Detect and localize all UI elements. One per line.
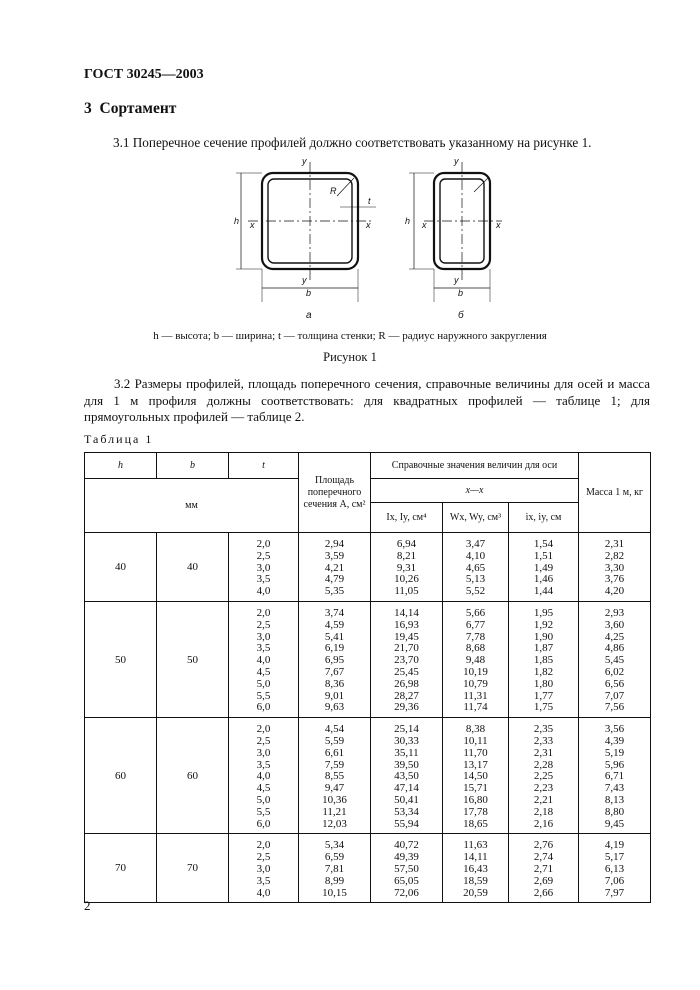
paragraph-3-2-text: 3.2 Размеры профилей, площадь поперечного сечения, справочные величины для осей и масса для 1 м профиля должны соответствовать: для квадратных профилей — таблице 1; для прямоугольных профилей — таблице 2.: [84, 376, 650, 424]
value-t: 4,5: [256, 782, 271, 795]
cell-W-values: [443, 533, 509, 602]
value-A: 7,81: [324, 862, 345, 875]
value-m: 3,56: [604, 723, 625, 736]
value-W: 9,48: [465, 654, 486, 667]
value-t: 2,0: [256, 538, 271, 550]
value-m: 4,39: [604, 734, 625, 747]
cell-W-values: [443, 601, 509, 717]
cell-A-values: [299, 718, 371, 834]
header-modulus: Wx, Wy, см³: [443, 503, 509, 533]
cell-m-values: [579, 834, 651, 903]
value-A: 8,55: [324, 770, 345, 783]
value-t: 2,5: [256, 734, 271, 747]
value-t: 3,5: [256, 573, 271, 586]
value-m: 4,19: [604, 839, 625, 852]
value-I: 26,98: [394, 677, 419, 690]
value-I: 10,26: [394, 573, 419, 586]
fig-a-sublabel: а: [306, 310, 312, 321]
page-number: 2: [84, 898, 91, 913]
cell-t-values: [229, 601, 299, 717]
value-I: 11,05: [394, 585, 419, 598]
value-i: 2,69: [533, 874, 554, 887]
cell-i-values: [509, 834, 579, 903]
value-A: 2,94: [324, 538, 345, 550]
value-W: 11,70: [463, 746, 488, 759]
value-m: 8,13: [604, 793, 625, 806]
fig-b-sublabel: б: [458, 310, 464, 321]
value-t: 3,0: [256, 862, 271, 875]
cell-t-values: [229, 533, 299, 602]
value-W: 3,47: [465, 538, 486, 550]
cell-t-values: [229, 834, 299, 903]
value-W: 11,31: [463, 689, 488, 702]
value-i: 2,71: [533, 862, 554, 875]
value-I: 40,72: [394, 839, 419, 852]
value-W: 6,77: [465, 618, 486, 631]
value-t: 3,0: [256, 746, 271, 759]
value-t: 2,5: [256, 618, 271, 631]
value-t: 5,0: [256, 677, 271, 690]
value-W: 8,68: [465, 642, 486, 655]
value-i: 2,16: [533, 817, 554, 830]
table-row: [85, 718, 651, 834]
document-header: ГОСТ 30245—2003: [84, 67, 204, 82]
header-b: b: [157, 453, 229, 479]
value-I: 28,27: [394, 689, 419, 702]
value-I: 25,14: [394, 723, 419, 736]
value-W: 5,66: [465, 606, 486, 619]
value-t: 5,5: [256, 689, 271, 702]
value-W: 10,11: [463, 734, 488, 747]
value-i: 1,92: [533, 618, 554, 631]
value-W: 18,59: [463, 874, 488, 887]
cell-I-values: [371, 718, 443, 834]
value-m: 2,31: [604, 538, 625, 550]
value-i: 2,23: [533, 782, 554, 795]
value-W: 10,19: [463, 665, 488, 678]
value-t: 6,0: [256, 701, 271, 714]
value-i: 2,76: [533, 839, 554, 852]
value-m: 3,60: [604, 618, 625, 631]
value-i: 1,44: [533, 585, 554, 598]
value-W: 20,59: [463, 886, 488, 899]
value-I: 65,05: [394, 874, 419, 887]
value-t: 2,0: [256, 839, 271, 852]
value-t: 4,0: [256, 585, 271, 598]
value-i: 1,75: [533, 701, 554, 714]
fig-a-b: b: [306, 288, 312, 298]
fig-a-x-left: x: [250, 220, 255, 230]
cell-h: 50: [85, 601, 157, 717]
section-number: 3: [84, 100, 92, 117]
header-area: Площадь поперечного сечения A, см²: [299, 453, 371, 533]
header-axis: x—x: [371, 479, 579, 503]
value-m: 4,86: [604, 642, 625, 655]
value-m: 7,97: [604, 886, 625, 899]
value-A: 7,59: [324, 758, 345, 771]
fig-a-R: R: [330, 186, 337, 196]
cell-A-values: [299, 533, 371, 602]
paragraph-3-2: [84, 376, 650, 426]
value-A: 4,79: [324, 573, 345, 586]
value-i: 2,33: [533, 734, 554, 747]
value-A: 7,67: [324, 665, 345, 678]
value-t: 3,5: [256, 642, 271, 655]
value-W: 18,65: [463, 817, 488, 830]
value-i: 1,51: [533, 549, 554, 562]
value-i: 2,18: [533, 805, 554, 818]
value-I: 9,31: [396, 561, 417, 574]
cell-A-values: [299, 834, 371, 903]
table-1: [84, 452, 651, 903]
cell-b: 60: [157, 718, 229, 834]
value-W: 16,80: [463, 793, 488, 806]
cell-A-values: [299, 601, 371, 717]
value-A: 6,61: [324, 746, 345, 759]
cell-W-values: [443, 718, 509, 834]
value-m: 7,07: [604, 689, 625, 702]
value-A: 11,21: [322, 805, 347, 818]
value-I: 39,50: [394, 758, 419, 771]
value-W: 14,11: [463, 851, 488, 864]
value-A: 10,15: [322, 886, 347, 899]
value-i: 2,31: [533, 746, 554, 759]
value-I: 19,45: [394, 630, 419, 643]
value-m: 5,17: [604, 851, 625, 864]
value-i: 2,25: [533, 770, 554, 783]
value-i: 2,28: [533, 758, 554, 771]
value-A: 5,35: [324, 585, 345, 598]
value-m: 3,30: [604, 561, 625, 574]
cell-W-values: [443, 834, 509, 903]
value-m: 6,71: [604, 770, 625, 783]
header-unit-mm: мм: [85, 479, 299, 533]
table-row: [85, 834, 651, 903]
value-I: 47,14: [394, 782, 419, 795]
value-A: 3,59: [324, 549, 345, 562]
fig-b-x-left: x: [422, 220, 427, 230]
fig-b-y-top: y: [454, 156, 459, 166]
value-I: 53,34: [394, 805, 419, 818]
value-W: 4,65: [465, 561, 486, 574]
value-W: 10,79: [463, 677, 488, 690]
value-t: 4,0: [256, 654, 271, 667]
cell-h: 60: [85, 718, 157, 834]
value-t: 5,5: [256, 805, 271, 818]
value-t: 3,5: [256, 874, 271, 887]
value-i: 2,35: [533, 723, 554, 736]
value-i: 1,85: [533, 654, 554, 667]
paragraph-3-1: 3.1 Поперечное сечение профилей должно соответствовать указанному на рисунке 1.: [113, 135, 592, 150]
value-A: 3,74: [324, 606, 345, 619]
cell-m-values: [579, 601, 651, 717]
value-I: 49,39: [394, 851, 419, 864]
value-A: 8,99: [324, 874, 345, 887]
cell-b: 70: [157, 834, 229, 903]
value-i: 1,87: [533, 642, 554, 655]
fig-a-x-right: x: [366, 220, 371, 230]
value-A: 6,95: [324, 654, 345, 667]
cell-i-values: [509, 718, 579, 834]
table-caption: Таблица 1: [84, 432, 154, 446]
value-I: 14,14: [394, 606, 419, 619]
value-m: 5,45: [604, 654, 625, 667]
cell-i-values: [509, 601, 579, 717]
table-row: [85, 533, 651, 602]
value-i: 1,95: [533, 606, 554, 619]
fig-b-b: b: [458, 288, 464, 298]
value-W: 5,13: [465, 573, 486, 586]
value-I: 16,93: [394, 618, 419, 631]
header-h: h: [85, 453, 157, 479]
fig-a-t: t: [368, 196, 371, 206]
value-I: 55,94: [394, 817, 419, 830]
value-i: 1,46: [533, 573, 554, 586]
value-W: 14,50: [463, 770, 488, 783]
value-m: 2,82: [604, 549, 625, 562]
value-m: 6,13: [604, 862, 625, 875]
value-m: 5,96: [604, 758, 625, 771]
value-A: 6,19: [324, 642, 345, 655]
fig-b-h: h: [405, 216, 411, 226]
value-t: 2,0: [256, 723, 271, 736]
value-m: 9,45: [604, 817, 625, 830]
value-m: 4,25: [604, 630, 625, 643]
value-A: 5,59: [324, 734, 345, 747]
cell-I-values: [371, 601, 443, 717]
fig-b-y-bottom: y: [454, 275, 459, 285]
value-W: 15,71: [463, 782, 488, 795]
fig-a-y-top: y: [302, 156, 307, 166]
value-m: 6,02: [604, 665, 625, 678]
value-m: 7,06: [604, 874, 625, 887]
cell-b: 50: [157, 601, 229, 717]
value-i: 1,54: [533, 538, 554, 550]
fig-b-x-right: x: [496, 220, 501, 230]
value-t: 2,5: [256, 549, 271, 562]
value-m: 7,43: [604, 782, 625, 795]
value-t: 5,0: [256, 793, 271, 806]
value-i: 1,80: [533, 677, 554, 690]
value-m: 2,93: [604, 606, 625, 619]
value-I: 35,11: [394, 746, 419, 759]
section-title: Сортамент: [99, 100, 177, 117]
value-t: 2,0: [256, 606, 271, 619]
value-t: 2,5: [256, 851, 271, 864]
figure-1-cross-sections: [0, 150, 700, 330]
value-A: 6,59: [324, 851, 345, 864]
value-A: 4,54: [324, 723, 345, 736]
value-i: 2,66: [533, 886, 554, 899]
table-row: [85, 601, 651, 717]
value-A: 9,63: [324, 701, 345, 714]
cell-h: 70: [85, 834, 157, 903]
section-heading: [84, 100, 176, 118]
value-A: 9,01: [324, 689, 345, 702]
figure-caption: Рисунок 1: [323, 350, 377, 364]
value-A: 10,36: [322, 793, 347, 806]
value-m: 4,20: [604, 585, 625, 598]
value-I: 29,36: [394, 701, 419, 714]
value-W: 4,10: [465, 549, 486, 562]
value-t: 6,0: [256, 817, 271, 830]
header-reference: Справочные значения величин для оси: [371, 453, 579, 479]
value-I: 8,21: [396, 549, 417, 562]
cell-b: 40: [157, 533, 229, 602]
value-A: 9,47: [324, 782, 345, 795]
cell-t-values: [229, 718, 299, 834]
value-W: 11,74: [463, 701, 488, 714]
value-A: 8,36: [324, 677, 345, 690]
value-W: 7,78: [465, 630, 486, 643]
value-A: 5,34: [324, 839, 345, 852]
value-A: 5,41: [324, 630, 345, 643]
value-m: 8,80: [604, 805, 625, 818]
cell-I-values: [371, 533, 443, 602]
value-m: 3,76: [604, 573, 625, 586]
value-W: 8,38: [465, 723, 486, 736]
header-t: t: [229, 453, 299, 479]
value-t: 4,0: [256, 886, 271, 899]
value-i: 2,21: [533, 793, 554, 806]
value-t: 4,5: [256, 665, 271, 678]
value-A: 12,03: [322, 817, 347, 830]
value-t: 3,5: [256, 758, 271, 771]
value-W: 11,63: [463, 839, 488, 852]
cell-m-values: [579, 533, 651, 602]
value-t: 3,0: [256, 561, 271, 574]
value-t: 3,0: [256, 630, 271, 643]
fig-a-y-bottom: y: [302, 275, 307, 285]
value-W: 17,78: [463, 805, 488, 818]
value-i: 1,90: [533, 630, 554, 643]
value-m: 7,56: [604, 701, 625, 714]
value-i: 1,77: [533, 689, 554, 702]
value-I: 21,70: [394, 642, 419, 655]
value-I: 25,45: [394, 665, 419, 678]
value-i: 2,74: [533, 851, 554, 864]
header-mass: Масса 1 м, кг: [579, 453, 651, 533]
value-i: 1,49: [533, 561, 554, 574]
header-radius: ix, iy, см: [509, 503, 579, 533]
figure-legend: h — высота; b — ширина; t — толщина стенки; R — радиус наружного закругления: [153, 330, 547, 342]
header-inertia: Ix, Iy, см⁴: [371, 503, 443, 533]
value-A: 4,59: [324, 618, 345, 631]
fig-a-h: h: [234, 216, 240, 226]
value-I: 43,50: [394, 770, 419, 783]
cell-I-values: [371, 834, 443, 903]
cell-m-values: [579, 718, 651, 834]
value-W: 5,52: [465, 585, 486, 598]
value-W: 13,17: [463, 758, 488, 771]
value-m: 6,56: [604, 677, 625, 690]
value-I: 50,41: [394, 793, 419, 806]
cell-i-values: [509, 533, 579, 602]
value-t: 4,0: [256, 770, 271, 783]
value-A: 4,21: [324, 561, 345, 574]
value-I: 72,06: [394, 886, 419, 899]
value-I: 57,50: [394, 862, 419, 875]
value-I: 6,94: [396, 538, 417, 550]
value-I: 30,33: [394, 734, 419, 747]
value-i: 1,82: [533, 665, 554, 678]
value-I: 23,70: [394, 654, 419, 667]
value-m: 5,19: [604, 746, 625, 759]
value-W: 16,43: [463, 862, 488, 875]
cell-h: 40: [85, 533, 157, 602]
